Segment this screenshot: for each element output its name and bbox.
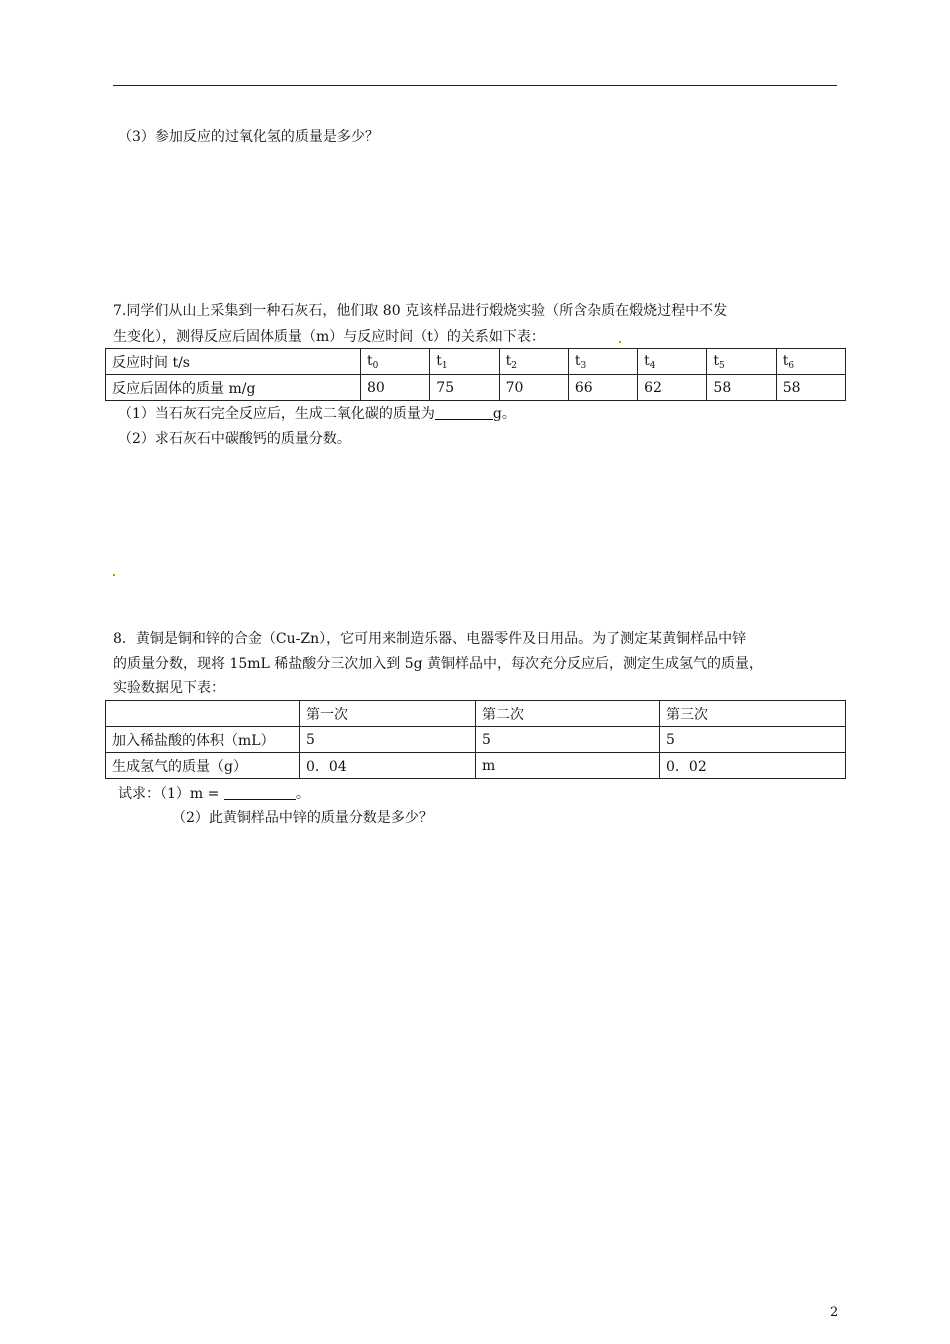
header-cell: 第二次 <box>476 701 660 727</box>
q7-line2: 生变化），测得反应后固体质量（m）与反应时间（t）的关系如下表： <box>113 329 545 345</box>
time-cell: $t_3$ <box>568 349 637 375</box>
mass-cell: 58 <box>707 375 776 401</box>
table-cell: 5 <box>300 727 476 753</box>
q7-row2-label: 反应后固体的质量 m/g <box>106 375 361 401</box>
mass-cell: 66 <box>568 375 637 401</box>
answer-blank <box>224 785 296 800</box>
q8-line3: 实验数据见下表： <box>113 680 225 696</box>
table-cell: 0．02 <box>660 753 846 779</box>
time-cell: $t_2$ <box>499 349 568 375</box>
mass-cell: 58 <box>776 375 845 401</box>
q6-part3: （3）参加反应的过氧化氢的质量是多少？ <box>118 129 379 145</box>
mass-cell: 62 <box>638 375 707 401</box>
q7-row1-label: 反应时间 t/s <box>106 349 361 375</box>
time-cell: $t_4$ <box>638 349 707 375</box>
q7-line1: 7.同学们从山上采集到一种石灰石，他们取 80 克该样品进行煅烧实验（所含杂质在煅烧过程中不发 <box>113 303 728 319</box>
mark-dot <box>113 574 115 576</box>
row-label: 加入稀盐酸的体积（mL） <box>106 727 300 753</box>
table-row <box>106 753 846 779</box>
table-cell: 5 <box>476 727 660 753</box>
header-rule <box>113 85 837 86</box>
table-cell: 5 <box>660 727 846 753</box>
table-cell: m <box>476 753 660 779</box>
table-row <box>106 727 846 753</box>
time-cell: $t_5$ <box>707 349 776 375</box>
q8-table <box>105 700 846 779</box>
q8-ask: 试求：（1）m = 。 <box>118 786 310 802</box>
table-row <box>106 349 846 375</box>
mass-cell: 70 <box>499 375 568 401</box>
mark-dot <box>619 341 621 343</box>
q7-part2: （2）求石灰石中碳酸钙的质量分数。 <box>118 431 351 447</box>
mass-cell: 75 <box>430 375 499 401</box>
row-label: 生成氢气的质量（g） <box>106 753 300 779</box>
table-row <box>106 375 846 401</box>
time-cell: $t_6$ <box>776 349 845 375</box>
q7-part1: （1）当石灰石完全反应后，生成二氧化碳的质量为 g。 <box>118 406 516 422</box>
table-cell: 0．04 <box>300 753 476 779</box>
header-cell: 第一次 <box>300 701 476 727</box>
header-cell <box>106 701 300 727</box>
q8-part2: （2）此黄铜样品中锌的质量分数是多少？ <box>172 810 433 826</box>
q8-line1: 8．黄铜是铜和锌的合金（Cu-Zn），它可用来制造乐器、电器零件及日用品。为了测定某黄铜样品中锌 <box>113 631 747 647</box>
page-number: 2 <box>830 1305 839 1320</box>
table-row <box>106 701 846 727</box>
time-cell: $t_0$ <box>361 349 430 375</box>
q7-table <box>105 348 846 401</box>
q8-line2: 的质量分数，现将 15mL 稀盐酸分三次加入到 5g 黄铜样品中，每次充分反应后，测定生成氢气的质量， <box>113 656 764 672</box>
header-cell: 第三次 <box>660 701 846 727</box>
mass-cell: 80 <box>361 375 430 401</box>
time-cell: $t_1$ <box>430 349 499 375</box>
answer-blank <box>435 405 493 420</box>
